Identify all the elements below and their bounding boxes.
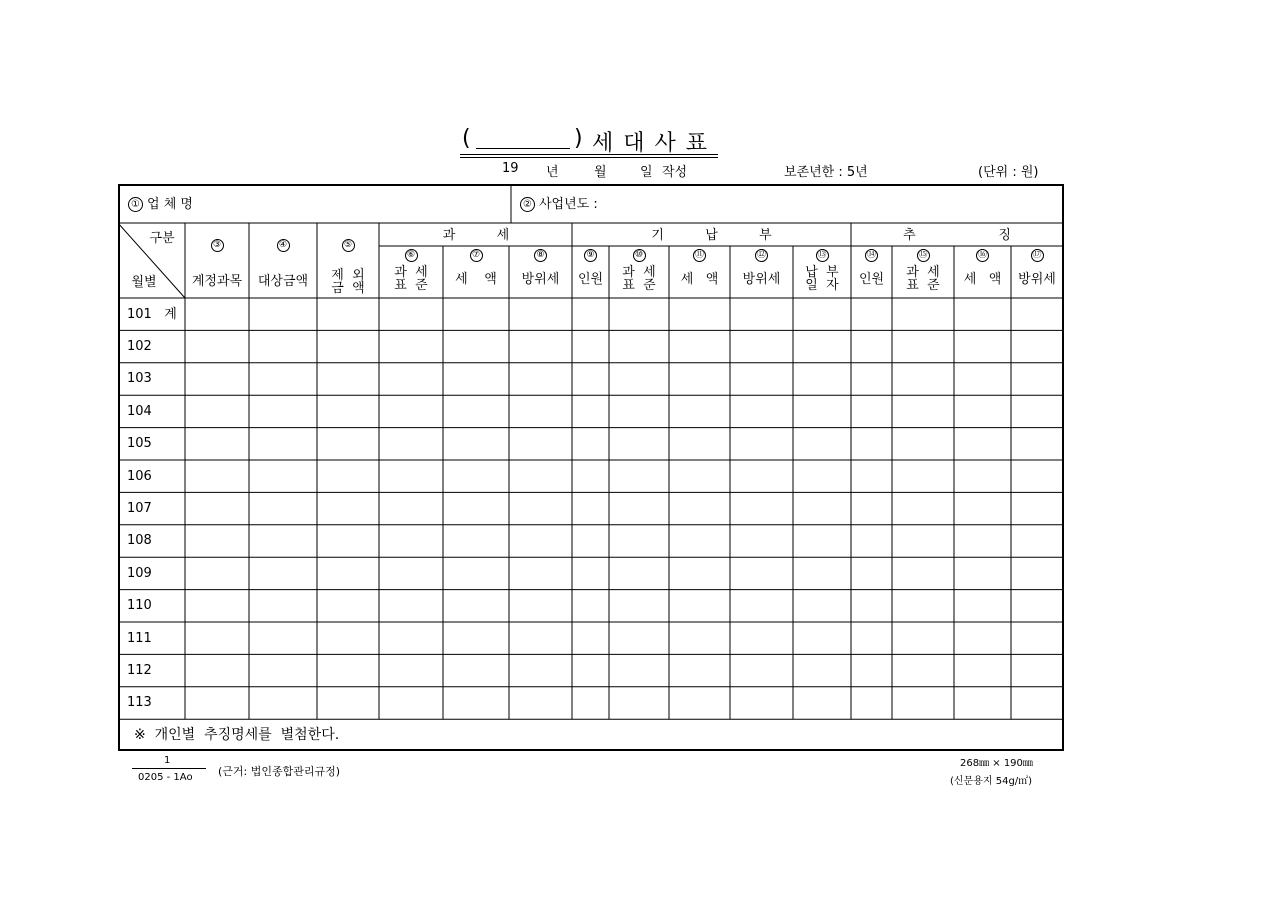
data-cell[interactable] (1012, 688, 1062, 718)
data-cell[interactable] (573, 526, 608, 556)
footer-basis: (근거: 법인종합관리규정) (218, 765, 341, 778)
title-underline-2 (460, 157, 718, 158)
data-cell[interactable] (573, 331, 608, 361)
data-cell[interactable] (186, 526, 248, 556)
attachment-note: ※ 개인별 추징명세를 별첨한다. (134, 726, 340, 743)
data-cell[interactable] (852, 526, 891, 556)
data-cell[interactable] (955, 623, 1010, 653)
data-cell[interactable] (670, 364, 729, 394)
data-cell[interactable] (573, 299, 608, 329)
data-cell[interactable] (670, 623, 729, 653)
company-name-label: 업 체 명 (147, 196, 193, 212)
data-cell[interactable] (510, 526, 571, 556)
data-cell[interactable] (794, 688, 850, 718)
data-cell[interactable] (1012, 526, 1062, 556)
row-label-5: 106 (127, 468, 152, 484)
data-cell[interactable] (670, 331, 729, 361)
tax-form-table (118, 184, 1064, 751)
data-cell[interactable] (794, 331, 850, 361)
column-label-13: 납 부 일 자 (805, 265, 839, 293)
header-gubun: 구분 (149, 230, 175, 246)
data-cell[interactable] (610, 396, 668, 426)
data-cell[interactable] (893, 461, 953, 491)
data-cell[interactable] (731, 623, 792, 653)
column-number-12 (730, 248, 793, 262)
data-cell[interactable] (610, 429, 668, 459)
data-cell[interactable] (852, 461, 891, 491)
data-cell[interactable] (186, 591, 248, 621)
data-cell[interactable] (731, 461, 792, 491)
column-number-9 (572, 248, 609, 262)
data-cell[interactable] (670, 558, 729, 588)
data-cell[interactable] (186, 299, 248, 329)
data-cell[interactable] (380, 364, 442, 394)
data-cell[interactable] (444, 526, 508, 556)
data-cell[interactable] (444, 364, 508, 394)
column-number-circle: ⑨ (584, 249, 597, 262)
data-cell[interactable] (186, 331, 248, 361)
data-cell[interactable] (318, 493, 378, 523)
column-number-10 (609, 248, 669, 262)
year-prefix: 19 (502, 161, 519, 176)
data-cell[interactable] (852, 429, 891, 459)
data-cell[interactable] (573, 364, 608, 394)
data-cell[interactable] (380, 591, 442, 621)
column-label-17: 방위세 (1018, 271, 1056, 287)
data-cell[interactable] (670, 461, 729, 491)
data-cell[interactable] (510, 429, 571, 459)
data-cell[interactable] (670, 299, 729, 329)
column-label-11: 세 액 (680, 271, 719, 287)
data-cell[interactable] (318, 364, 378, 394)
row-label-0: 101 계 (127, 306, 177, 322)
row-label-10: 111 (127, 630, 152, 646)
column-number-5 (317, 225, 379, 265)
data-cell[interactable] (852, 558, 891, 588)
data-cell[interactable] (1012, 558, 1062, 588)
data-cell[interactable] (731, 493, 792, 523)
data-cell[interactable] (1012, 461, 1062, 491)
data-cell[interactable] (510, 331, 571, 361)
data-cell[interactable] (852, 655, 891, 685)
column-label-16: 세 액 (963, 271, 1002, 287)
column-number-17 (1011, 248, 1063, 262)
data-cell[interactable] (955, 493, 1010, 523)
data-cell[interactable] (955, 558, 1010, 588)
group-additional-collection: 추 징 (903, 227, 1011, 243)
column-number-circle: ⑰ (1032, 249, 1042, 260)
data-cell[interactable] (893, 526, 953, 556)
data-cell[interactable] (731, 429, 792, 459)
data-cell[interactable] (1012, 364, 1062, 394)
data-cell[interactable] (380, 688, 442, 718)
column-number-circle: ⑮ (918, 249, 928, 260)
data-cell[interactable] (1012, 331, 1062, 361)
data-cell[interactable] (318, 591, 378, 621)
data-cell[interactable] (955, 655, 1010, 685)
data-cell[interactable] (852, 591, 891, 621)
title-paren-open: ( (462, 126, 473, 151)
company-num: ① (128, 197, 143, 212)
data-cell[interactable] (852, 688, 891, 718)
data-cell[interactable] (444, 396, 508, 426)
data-cell[interactable] (852, 396, 891, 426)
data-cell[interactable] (250, 364, 316, 394)
data-cell[interactable] (670, 591, 729, 621)
data-cell[interactable] (510, 591, 571, 621)
data-cell[interactable] (1012, 623, 1062, 653)
data-cell[interactable] (510, 299, 571, 329)
column-number-circle: ⑬ (817, 249, 827, 260)
column-label-15: 과 세 표 준 (906, 265, 940, 293)
data-cell[interactable] (670, 493, 729, 523)
data-cell[interactable] (610, 461, 668, 491)
data-cell[interactable] (893, 688, 953, 718)
month-label: 월 (594, 165, 607, 180)
title-paren-close: ) (574, 126, 585, 151)
data-cell[interactable] (731, 526, 792, 556)
data-cell[interactable] (794, 493, 850, 523)
data-cell[interactable] (610, 623, 668, 653)
written-label: 작성 (662, 165, 688, 180)
data-cell[interactable] (852, 299, 891, 329)
day-label: 일 (640, 165, 653, 180)
data-cell[interactable] (444, 623, 508, 653)
data-cell[interactable] (610, 688, 668, 718)
company-name-field[interactable] (128, 190, 508, 218)
title-blank-line (476, 148, 570, 149)
data-cell[interactable] (573, 623, 608, 653)
data-cell[interactable] (186, 558, 248, 588)
column-number-15 (892, 248, 954, 262)
data-cell[interactable] (610, 655, 668, 685)
group-prepaid: 기 납 부 (651, 227, 772, 243)
data-cell[interactable] (573, 688, 608, 718)
column-label-5: 제 외 금 액 (331, 267, 365, 296)
column-label-9: 인원 (577, 271, 604, 287)
data-cell[interactable] (510, 364, 571, 394)
data-cell[interactable] (852, 364, 891, 394)
data-cell[interactable] (893, 331, 953, 361)
column-number-circle: ⑤ (342, 239, 355, 252)
data-cell[interactable] (610, 331, 668, 361)
data-cell[interactable] (510, 688, 571, 718)
data-cell[interactable] (610, 493, 668, 523)
data-cell[interactable] (955, 396, 1010, 426)
data-cell[interactable] (444, 299, 508, 329)
column-number-circle: ③ (211, 239, 224, 252)
data-cell[interactable] (318, 688, 378, 718)
title-underline-1 (460, 154, 718, 155)
column-label-14: 인원 (858, 271, 885, 287)
title-name: 세대사표 (592, 131, 718, 156)
fiscal-num: ② (520, 197, 535, 212)
footer-paper-size: 268㎜ × 190㎜ (960, 758, 1033, 769)
data-cell[interactable] (794, 526, 850, 556)
data-cell[interactable] (510, 493, 571, 523)
data-cell[interactable] (731, 688, 792, 718)
data-cell[interactable] (318, 558, 378, 588)
data-cell[interactable] (893, 558, 953, 588)
header-wolbyeol: 월별 (131, 274, 157, 290)
data-cell[interactable] (250, 429, 316, 459)
column-number-7 (443, 248, 509, 262)
data-cell[interactable] (250, 623, 316, 653)
row-label-8: 109 (127, 565, 152, 581)
data-cell[interactable] (670, 429, 729, 459)
data-cell[interactable] (250, 299, 316, 329)
data-cell[interactable] (955, 429, 1010, 459)
data-cell[interactable] (731, 591, 792, 621)
data-cell[interactable] (1012, 299, 1062, 329)
data-cell[interactable] (893, 655, 953, 685)
column-number-13 (793, 248, 851, 262)
data-cell[interactable] (186, 461, 248, 491)
data-cell[interactable] (731, 331, 792, 361)
data-cell[interactable] (670, 526, 729, 556)
data-cell[interactable] (573, 591, 608, 621)
data-cell[interactable] (731, 364, 792, 394)
data-cell[interactable] (852, 493, 891, 523)
data-cell[interactable] (573, 558, 608, 588)
column-number-4 (249, 225, 317, 265)
row-label-9: 110 (127, 598, 152, 614)
data-cell[interactable] (380, 493, 442, 523)
row-label-2: 103 (127, 371, 152, 387)
column-number-14 (851, 248, 892, 262)
data-cell[interactable] (955, 364, 1010, 394)
data-cell[interactable] (893, 623, 953, 653)
data-cell[interactable] (731, 655, 792, 685)
form-title (458, 126, 728, 156)
data-cell[interactable] (794, 299, 850, 329)
column-label-4: 대상금액 (257, 274, 309, 289)
data-cell[interactable] (510, 623, 571, 653)
data-cell[interactable] (444, 688, 508, 718)
footer-divider (132, 768, 206, 769)
data-cell[interactable] (1012, 429, 1062, 459)
data-cell[interactable] (573, 461, 608, 491)
data-cell[interactable] (955, 299, 1010, 329)
column-label-10: 과 세 표 준 (622, 265, 656, 293)
column-label-3: 계정과목 (191, 274, 243, 289)
year-label: 년 (546, 165, 559, 180)
data-cell[interactable] (670, 688, 729, 718)
data-cell[interactable] (573, 429, 608, 459)
data-cell[interactable] (510, 558, 571, 588)
footer-page-number: 1 (164, 755, 171, 766)
data-cell[interactable] (794, 364, 850, 394)
column-label-6: 과 세 표 준 (394, 265, 428, 293)
column-number-circle: ⑩ (633, 249, 646, 262)
data-cell[interactable] (250, 526, 316, 556)
column-number-circle: ④ (277, 239, 290, 252)
column-number-circle: ⑥ (405, 249, 418, 262)
column-number-11 (669, 248, 730, 262)
data-cell[interactable] (318, 331, 378, 361)
column-number-circle: ⑯ (977, 249, 987, 260)
data-cell[interactable] (380, 331, 442, 361)
fiscal-year-label: 사업년도 : (539, 196, 598, 212)
data-cell[interactable] (893, 429, 953, 459)
data-cell[interactable] (380, 655, 442, 685)
data-cell[interactable] (318, 396, 378, 426)
footer-form-code: 0205 - 1Ao (138, 772, 193, 783)
data-cell[interactable] (510, 461, 571, 491)
column-number-16 (954, 248, 1011, 262)
data-cell[interactable] (186, 429, 248, 459)
row-label-11: 112 (127, 663, 152, 679)
data-cell[interactable] (852, 623, 891, 653)
column-label-7: 세 액 (455, 271, 497, 287)
data-cell[interactable] (794, 461, 850, 491)
data-cell[interactable] (610, 526, 668, 556)
data-cell[interactable] (893, 493, 953, 523)
data-cell[interactable] (250, 331, 316, 361)
row-label-4: 105 (127, 436, 152, 452)
data-cell[interactable] (670, 396, 729, 426)
column-number-circle: ⑧ (534, 249, 547, 262)
data-cell[interactable] (794, 623, 850, 653)
column-number-circle: ⑦ (470, 249, 483, 262)
data-cell[interactable] (380, 461, 442, 491)
data-cell[interactable] (380, 526, 442, 556)
data-cell[interactable] (318, 461, 378, 491)
data-cell[interactable] (318, 655, 378, 685)
column-label-12: 방위세 (742, 271, 781, 287)
data-cell[interactable] (1012, 655, 1062, 685)
data-cell[interactable] (893, 299, 953, 329)
data-cell[interactable] (794, 591, 850, 621)
data-cell[interactable] (1012, 591, 1062, 621)
unit-label: (단위 : 원) (978, 165, 1039, 180)
data-cell[interactable] (444, 331, 508, 361)
data-cell[interactable] (610, 591, 668, 621)
data-cell[interactable] (250, 461, 316, 491)
data-cell[interactable] (794, 558, 850, 588)
row-label-3: 104 (127, 403, 152, 419)
data-cell[interactable] (250, 655, 316, 685)
column-number-8 (509, 248, 572, 262)
data-cell[interactable] (955, 688, 1010, 718)
data-cell[interactable] (610, 558, 668, 588)
data-cell[interactable] (893, 364, 953, 394)
data-cell[interactable] (1012, 396, 1062, 426)
group-taxation: 과 세 (442, 227, 510, 243)
data-cell[interactable] (318, 429, 378, 459)
data-cell[interactable] (573, 493, 608, 523)
data-cell[interactable] (380, 623, 442, 653)
data-cell[interactable] (955, 526, 1010, 556)
data-cell[interactable] (510, 396, 571, 426)
data-cell[interactable] (250, 558, 316, 588)
data-cell[interactable] (794, 396, 850, 426)
data-cell[interactable] (186, 364, 248, 394)
data-cell[interactable] (444, 429, 508, 459)
data-cell[interactable] (380, 558, 442, 588)
data-cell[interactable] (852, 331, 891, 361)
data-cell[interactable] (955, 331, 1010, 361)
data-cell[interactable] (380, 396, 442, 426)
data-cell[interactable] (318, 623, 378, 653)
data-cell[interactable] (610, 299, 668, 329)
column-number-circle: ⑪ (694, 249, 704, 260)
data-cell[interactable] (794, 655, 850, 685)
data-cell[interactable] (186, 655, 248, 685)
data-cell[interactable] (893, 591, 953, 621)
data-cell[interactable] (380, 429, 442, 459)
data-cell[interactable] (250, 396, 316, 426)
data-cell[interactable] (186, 623, 248, 653)
data-cell[interactable] (955, 461, 1010, 491)
column-number-circle: ⑫ (756, 249, 766, 260)
row-label-6: 107 (127, 501, 152, 517)
data-cell[interactable] (794, 429, 850, 459)
data-cell[interactable] (731, 558, 792, 588)
row-label-1: 102 (127, 339, 152, 355)
data-cell[interactable] (1012, 493, 1062, 523)
row-label-12: 113 (127, 695, 152, 711)
column-label-8: 방위세 (521, 271, 560, 287)
data-cell[interactable] (318, 299, 378, 329)
data-cell[interactable] (250, 591, 316, 621)
data-cell[interactable] (510, 655, 571, 685)
data-cell[interactable] (186, 688, 248, 718)
retention-period: 보존년한 : 5년 (784, 165, 868, 180)
data-cell[interactable] (444, 493, 508, 523)
row-label-7: 108 (127, 533, 152, 549)
data-cell[interactable] (318, 526, 378, 556)
data-cell[interactable] (250, 688, 316, 718)
data-cell[interactable] (610, 364, 668, 394)
data-cell[interactable] (731, 396, 792, 426)
data-cell[interactable] (670, 655, 729, 685)
fiscal-year-field[interactable] (520, 190, 920, 218)
data-cell[interactable] (444, 558, 508, 588)
column-number-3 (185, 225, 249, 265)
data-cell[interactable] (573, 396, 608, 426)
footer-paper-type: (신문용지 54g/㎡) (950, 776, 1033, 787)
column-number-circle: ⑭ (866, 249, 876, 260)
column-number-6 (379, 248, 443, 262)
data-cell[interactable] (250, 493, 316, 523)
data-cell[interactable] (573, 655, 608, 685)
data-cell[interactable] (731, 299, 792, 329)
data-cell[interactable] (380, 299, 442, 329)
data-cell[interactable] (444, 655, 508, 685)
data-cell[interactable] (186, 493, 248, 523)
data-cell[interactable] (955, 591, 1010, 621)
data-cell[interactable] (444, 591, 508, 621)
data-cell[interactable] (444, 461, 508, 491)
data-cell[interactable] (893, 396, 953, 426)
data-cell[interactable] (186, 396, 248, 426)
